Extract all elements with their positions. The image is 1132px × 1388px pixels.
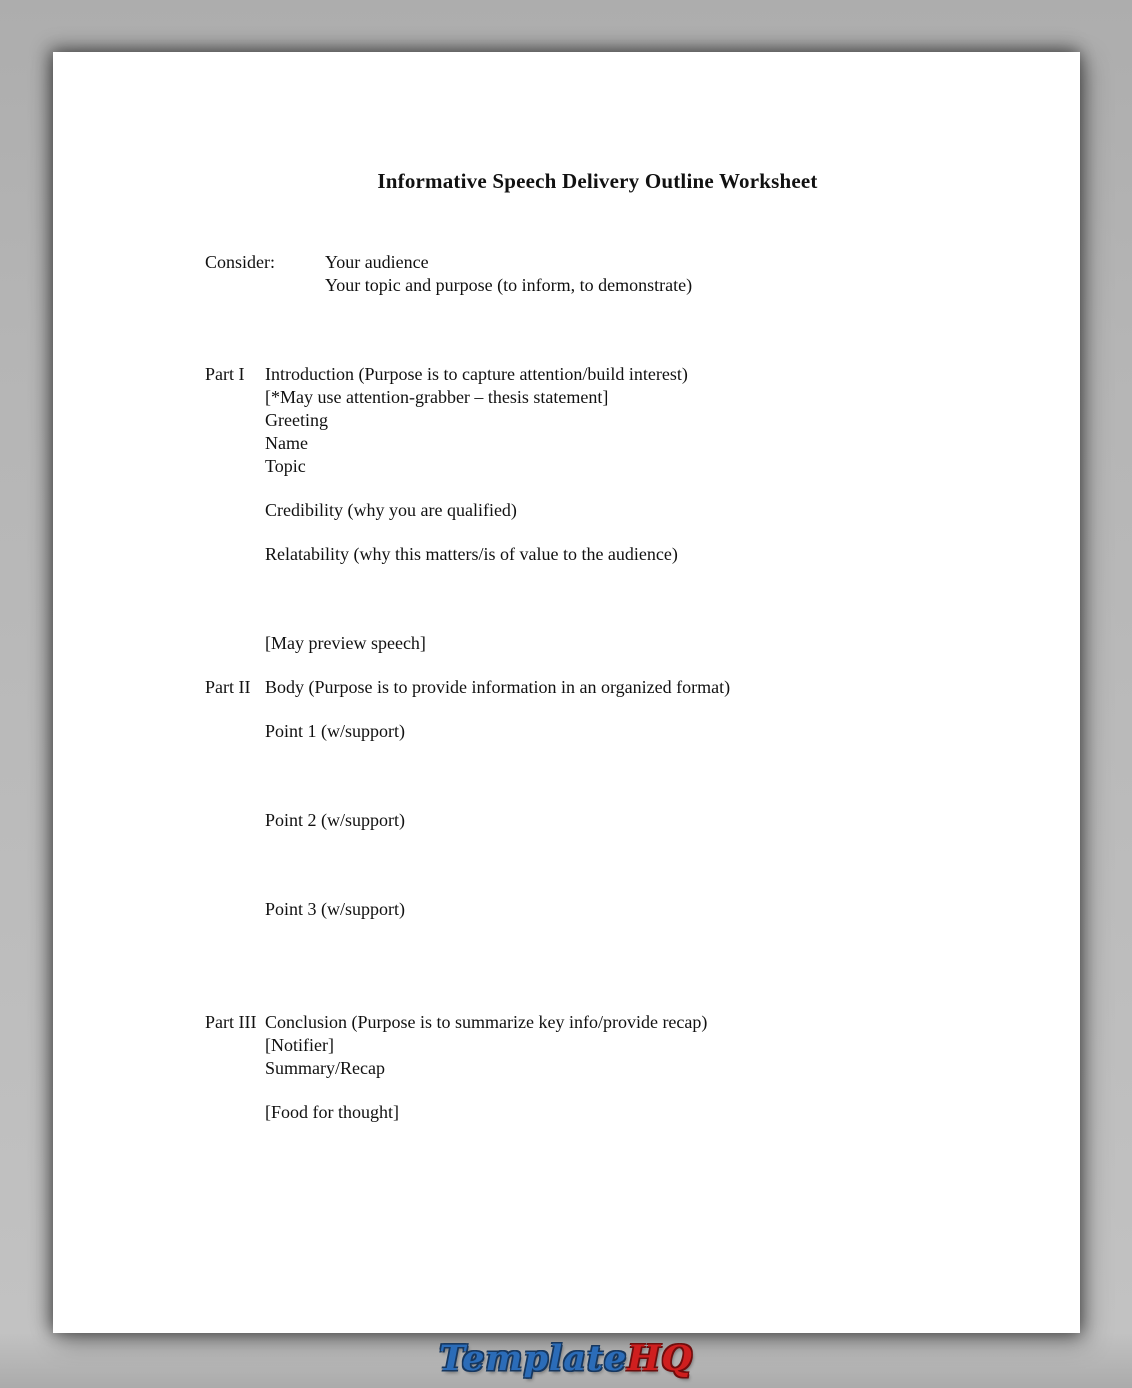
- consider-block: [205, 251, 990, 297]
- part-i-preview: [May preview speech]: [265, 633, 426, 653]
- part-iii-section: [205, 1011, 990, 1124]
- consider-items: [325, 251, 990, 297]
- part-ii-label: Part II: [205, 677, 251, 697]
- part-ii-body: [265, 676, 990, 921]
- part-i-item-greeting: Greeting: [265, 410, 328, 430]
- part-ii-section: [205, 676, 990, 921]
- part-ii-point-1: Point 1 (w/support): [265, 721, 406, 741]
- part-i-heading: Introduction (Purpose is to capture attention/build interest): [265, 364, 688, 384]
- part-iii-label: Part III: [205, 1012, 257, 1032]
- part-i-label: Part I: [205, 364, 245, 384]
- part-ii-heading: Body (Purpose is to provide information in an organized format): [265, 677, 731, 697]
- part-i-note: [*May use attention-grabber – thesis statement]: [265, 387, 609, 407]
- part-iii-heading: Conclusion (Purpose is to summarize key info/provide recap): [265, 1012, 708, 1032]
- consider-item-topic: Your topic and purpose (to inform, to demonstrate): [325, 275, 693, 295]
- part-ii-point-2: Point 2 (w/support): [265, 810, 406, 830]
- part-iii-notifier: [Notifier]: [265, 1035, 334, 1055]
- part-i-credibility: Credibility (why you are qualified): [265, 500, 517, 520]
- part-ii-point-3: Point 3 (w/support): [265, 899, 406, 919]
- part-i-item-topic: Topic: [265, 456, 306, 476]
- consider-item-audience: Your audience: [325, 252, 429, 272]
- part-i-body: [265, 363, 990, 655]
- part-i-relatability: Relatability (why this matters/is of value to the audience): [265, 544, 678, 564]
- part-iii-summary: Summary/Recap: [265, 1058, 385, 1078]
- document-page: [53, 52, 1080, 1333]
- templatehq-logo-blue-text: Template: [439, 1338, 628, 1379]
- consider-label: Consider:: [205, 252, 275, 272]
- templatehq-logo: [0, 1337, 1132, 1381]
- page-title: Informative Speech Delivery Outline Worksheet: [377, 169, 818, 193]
- part-i-item-name: Name: [265, 433, 308, 453]
- part-iii-body: [265, 1011, 990, 1124]
- templatehq-logo-red-text: HQ: [627, 1338, 693, 1379]
- part-i-section: [205, 363, 990, 655]
- part-iii-food-for-thought: [Food for thought]: [265, 1102, 399, 1122]
